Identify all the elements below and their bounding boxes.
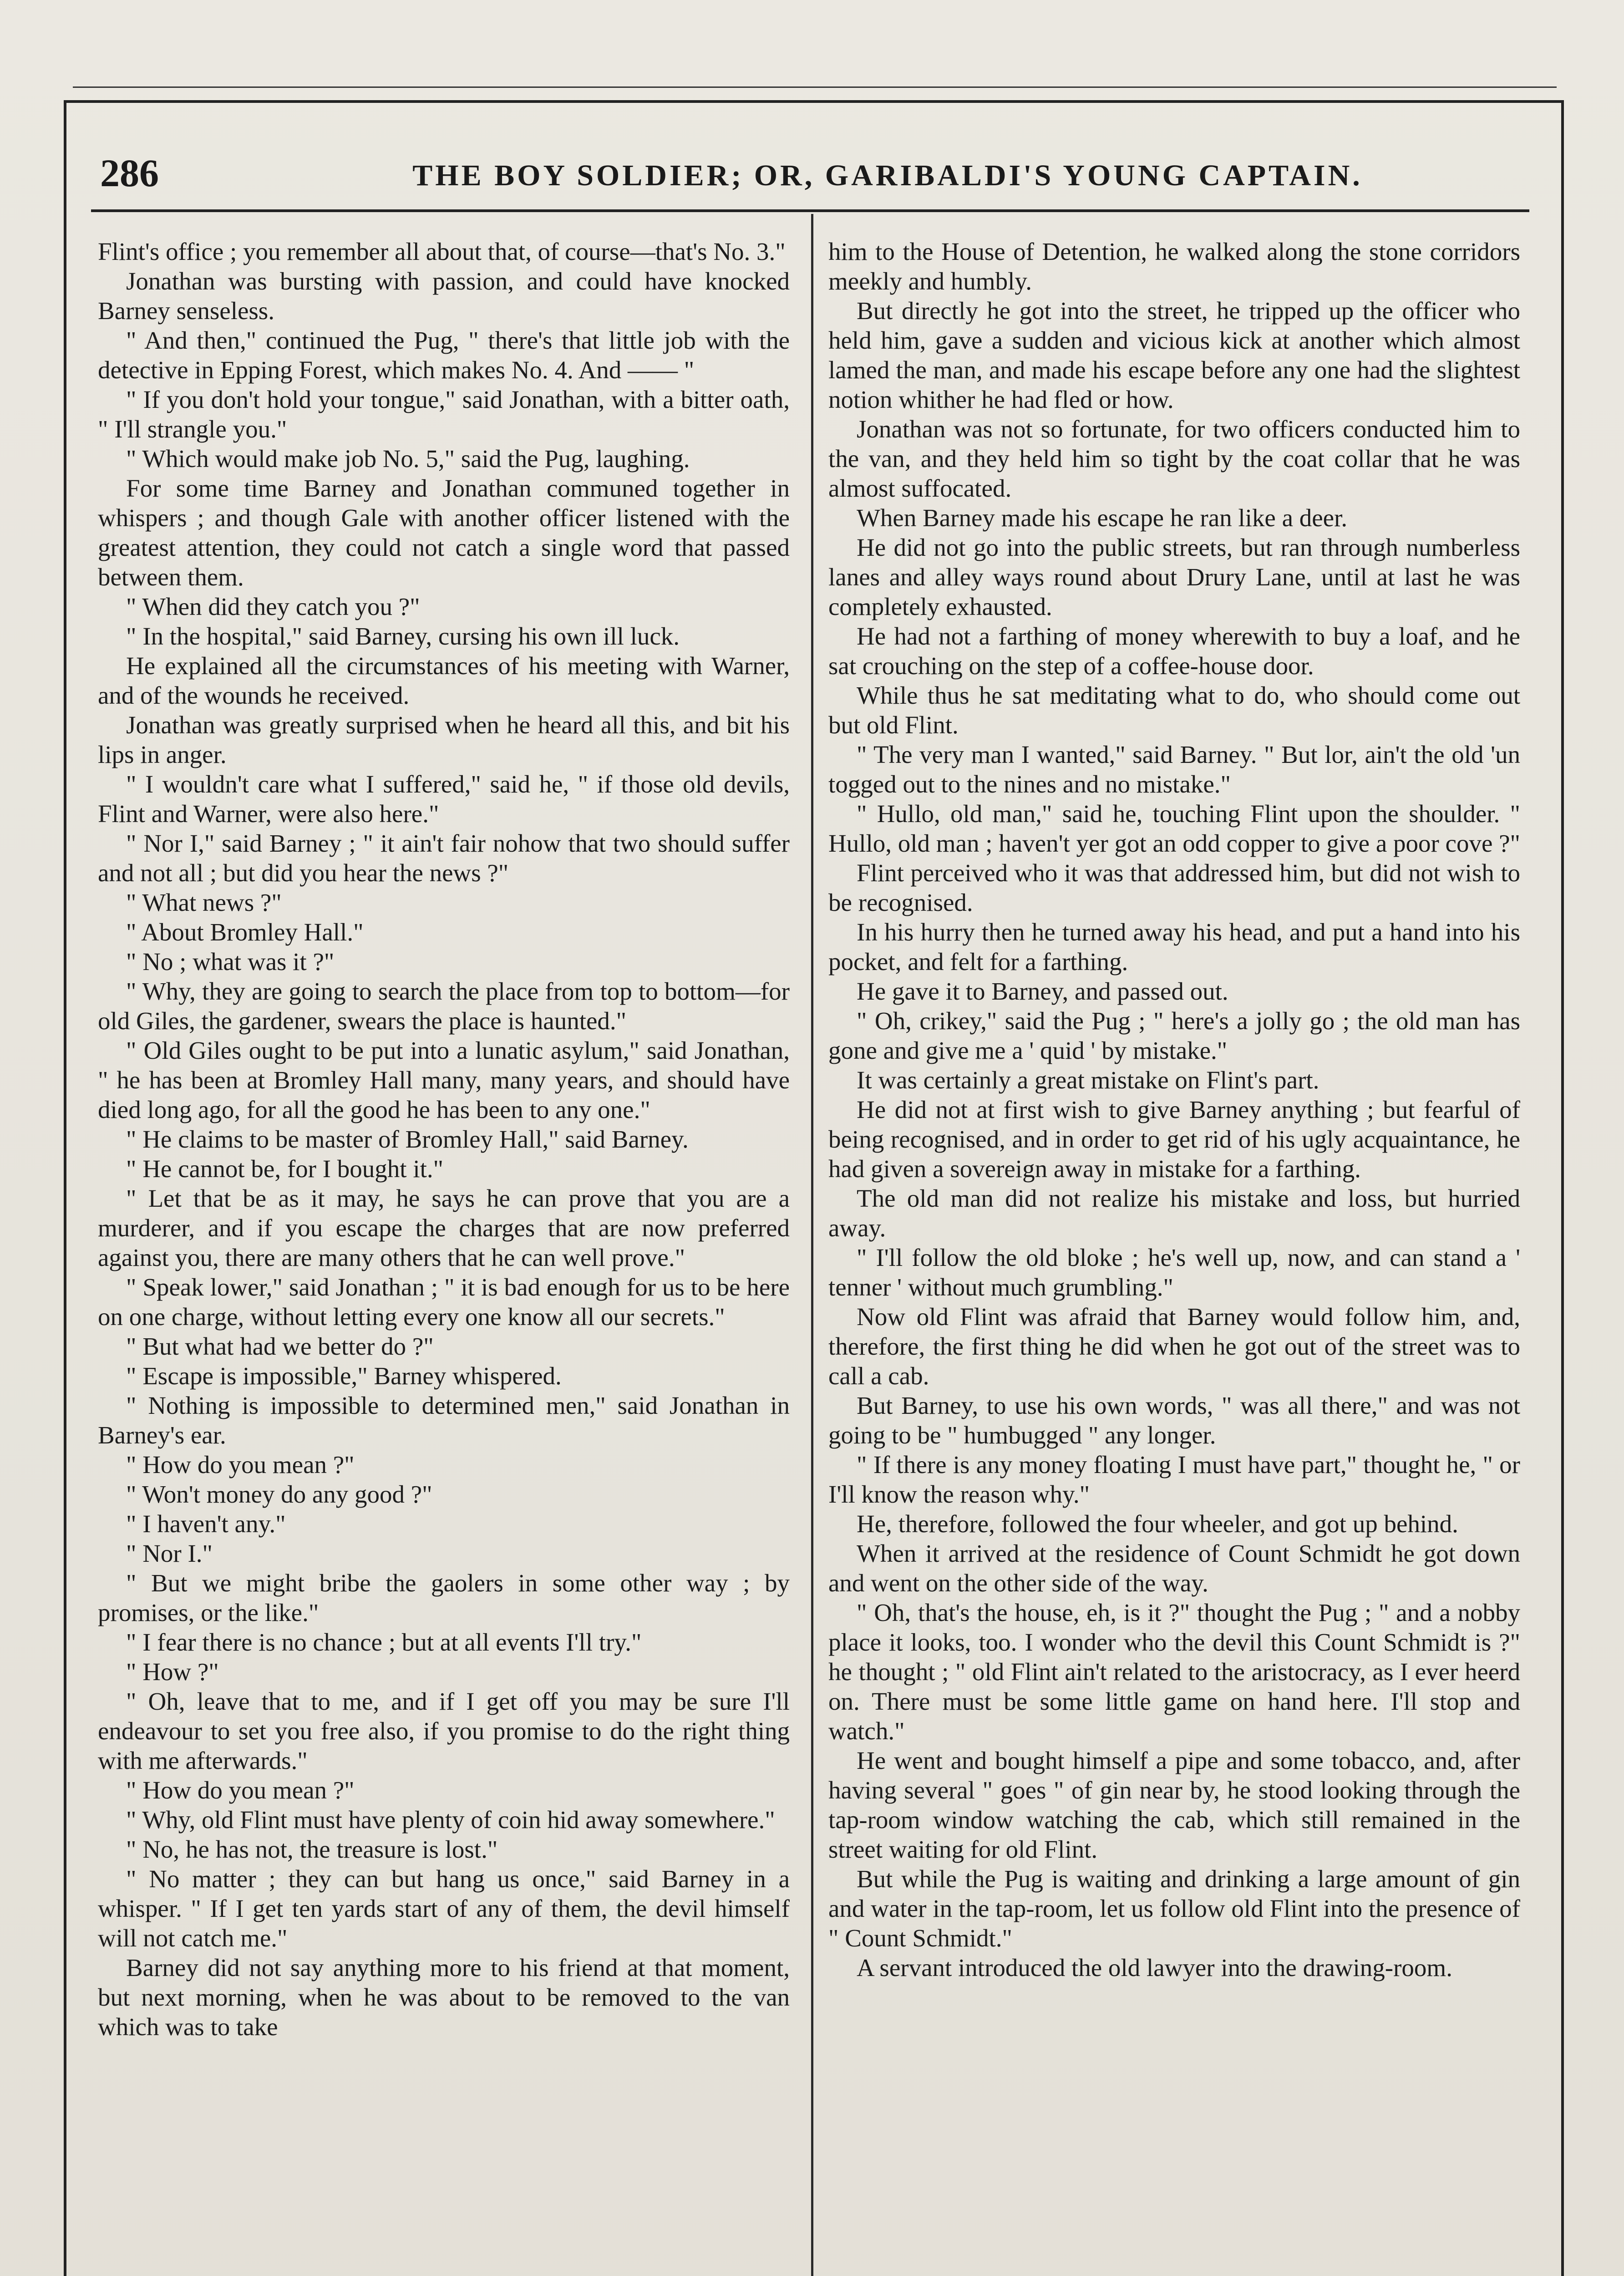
paragraph: " The very man I wanted," said Barney. " But lor, ain't the old 'un togged out to the nines and no mistake." bbox=[828, 741, 1520, 798]
paragraph: He did not at first wish to give Barney anything ; but fearful of being recognised, and in order to get rid of his ugly acquaintance, he had given a sovereign away in mistake for a farthing. bbox=[828, 1096, 1520, 1183]
paragraph: " Old Giles ought to be put into a lunatic asylum," said Jonathan, " he has been at Bromley Hall many, many years, and should have died long ago, for all the good he has been to any one." bbox=[98, 1036, 790, 1123]
page-number: 286 bbox=[100, 151, 159, 195]
paragraph: " I fear there is no chance ; but at all events I'll try." bbox=[126, 1628, 642, 1656]
paragraph: " Escape is impossible," Barney whispered. bbox=[126, 1362, 562, 1390]
paragraph: " I wouldn't care what I suffered," said he, " if those old devils, Flint and Warner, were also here." bbox=[98, 770, 790, 828]
paragraph: The old man did not realize his mistake and loss, but hurried away. bbox=[828, 1184, 1520, 1242]
paragraph: When it arrived at the residence of Count Schmidt he got down and went on the other side of the way. bbox=[828, 1539, 1520, 1597]
paragraph: He had not a farthing of money wherewith to buy a loaf, and he sat crouching on the step of a coffee-house door. bbox=[828, 622, 1520, 680]
paragraph: " Oh, that's the house, eh, is it ?" thought the Pug ; " and a nobby place it looks, too. I wonder who the devil this Count Schmidt is ?" he thought ; " old Flint ain't related to the aristocracy, as I ever heerd on. There must be some little game on hand here. I'll stop and watch." bbox=[828, 1599, 1520, 1745]
paragraph: " In the hospital," said Barney, cursing his own ill luck. bbox=[126, 622, 680, 650]
paragraph: Jonathan was not so fortunate, for two officers conducted him to the van, and they held him so tight by the coat collar that he was almost suffocated. bbox=[828, 415, 1520, 502]
left-text-column bbox=[98, 237, 790, 2042]
running-title: THE BOY SOLDIER; OR, GARIBALDI'S YOUNG CAPTAIN. bbox=[412, 159, 1363, 192]
paragraph: him to the House of Detention, he walked along the stone corridors meekly and humbly. bbox=[828, 238, 1520, 295]
paragraph: " Nor I," said Barney ; " it ain't fair nohow that two should suffer and not all ; but did you hear the news ?" bbox=[98, 829, 790, 887]
paragraph: " Hullo, old man," said he, touching Flint upon the shoulder. " Hullo, old man ; haven't yer got an odd copper to give a poor cove ?" bbox=[828, 800, 1520, 857]
paragraph: " I'll follow the old bloke ; he's well up, now, and can stand a ' tenner ' without much grumbling." bbox=[828, 1244, 1520, 1301]
paragraph: He went and bought himself a pipe and some tobacco, and, after having several " goes " of gin near by, he stood looking through the tap-room window watching the cab, which still remained in the street waiting for old Flint. bbox=[828, 1747, 1520, 1863]
paragraph: " But what had we better do ?" bbox=[126, 1332, 434, 1360]
paragraph: " Won't money do any good ?" bbox=[126, 1480, 432, 1508]
paragraph: " Oh, leave that to me, and if I get off you may be sure I'll endeavour to set you free also, if you promise to do the right thing with me afterwards." bbox=[98, 1687, 790, 1774]
paragraph: " No matter ; they can but hang us once," said Barney in a whisper. " If I get ten yards start of any of them, the devil himself will not catch me." bbox=[98, 1865, 790, 1952]
paragraph: In his hurry then he turned away his head, and put a hand into his pocket, and felt for a farthing. bbox=[828, 918, 1520, 975]
paragraph: " When did they catch you ?" bbox=[126, 593, 420, 620]
paragraph: " Nothing is impossible to determined men," said Jonathan in Barney's ear. bbox=[98, 1392, 790, 1449]
paragraph: " Why, old Flint must have plenty of coin hid away somewhere." bbox=[126, 1806, 775, 1834]
paragraph: " Why, they are going to search the place from top to bottom—for old Giles, the gardener, swears the place is haunted." bbox=[98, 977, 790, 1035]
top-border-rule bbox=[73, 86, 1557, 88]
paragraph: But Barney, to use his own words, " was all there," and was not going to be " humbugged " any longer. bbox=[828, 1392, 1520, 1449]
paragraph: " Oh, crikey," said the Pug ; " here's a jolly go ; the old man has gone and give me a ' quid ' by mistake." bbox=[828, 1007, 1520, 1064]
paragraph: Flint's office ; you remember all about that, of course—that's No. 3." bbox=[98, 238, 786, 265]
paragraph: " If you don't hold your tongue," said Jonathan, with a bitter oath, " I'll strangle you." bbox=[98, 386, 790, 443]
paragraph: " How ?" bbox=[126, 1658, 219, 1686]
paragraph: He gave it to Barney, and passed out. bbox=[857, 977, 1228, 1005]
paragraph: " If there is any money floating I must have part," thought he, " or I'll know the reason why." bbox=[828, 1451, 1520, 1508]
paragraph: He explained all the circumstances of his meeting with Warner, and of the wounds he received. bbox=[98, 652, 790, 709]
paragraph: He did not go into the public streets, but ran through numberless lanes and alley ways round about Drury Lane, until at last he was completely exhausted. bbox=[828, 533, 1520, 620]
paragraph: " But we might bribe the gaolers in some other way ; by promises, or the like." bbox=[98, 1569, 790, 1626]
paragraph: Barney did not say anything more to his friend at that moment, but next morning, when he was about to be removed to the van which was to take bbox=[98, 1954, 790, 2041]
paragraph: Flint perceived who it was that addressed him, but did not wish to be recognised. bbox=[828, 859, 1520, 916]
paragraph: " How do you mean ?" bbox=[126, 1451, 355, 1478]
paragraph: " Nor I." bbox=[126, 1539, 213, 1567]
paragraph: When Barney made his escape he ran like a deer. bbox=[857, 504, 1348, 532]
paragraph: But while the Pug is waiting and drinking a large amount of gin and water in the tap-room, let us follow old Flint into the presence of " Count Schmidt." bbox=[828, 1865, 1520, 1952]
paragraph: A servant introduced the old lawyer into the drawing-room. bbox=[857, 1954, 1452, 1981]
paragraph: He, therefore, followed the four wheeler, and got up behind. bbox=[857, 1510, 1458, 1538]
paragraph: " Which would make job No. 5," said the Pug, laughing. bbox=[126, 445, 690, 472]
paragraph: " Let that be as it may, he says he can prove that you are a murderer, and if you escape the charges that are now preferred against you, there are many others that he can well prove." bbox=[98, 1184, 790, 1271]
paragraph: " He cannot be, for I bought it." bbox=[126, 1155, 444, 1183]
paragraph: " And then," continued the Pug, " there's that little job with the detective in Epping Forest, which makes No. 4. And —— " bbox=[98, 326, 790, 384]
paragraph: " No ; what was it ?" bbox=[126, 948, 335, 975]
paragraph: " No, he has not, the treasure is lost." bbox=[126, 1835, 498, 1863]
paragraph: For some time Barney and Jonathan communed together in whispers ; and though Gale with another officer listened with the greatest attention, they could not catch a single word that passed between them. bbox=[98, 474, 790, 591]
paragraph: Jonathan was greatly surprised when he heard all this, and bit his lips in anger. bbox=[98, 711, 790, 768]
paragraph: " About Bromley Hall." bbox=[126, 918, 364, 946]
paragraph: " He claims to be master of Bromley Hall," said Barney. bbox=[126, 1125, 689, 1153]
paragraph: Jonathan was bursting with passion, and could have knocked Barney senseless. bbox=[98, 267, 790, 325]
header-rule bbox=[91, 209, 1529, 212]
paragraph: " Speak lower," said Jonathan ; " it is bad enough for us to be here on one charge, without letting every one know all our secrets." bbox=[98, 1273, 790, 1331]
paragraph: " How do you mean ?" bbox=[126, 1776, 355, 1804]
paragraph: It was certainly a great mistake on Flint's part. bbox=[857, 1066, 1320, 1094]
paragraph: But directly he got into the street, he tripped up the officer who held him, gave a sudden and vicious kick at another which almost lamed the man, and made his escape before any one had the slightest notion whither he had fled or how. bbox=[828, 297, 1520, 413]
paragraph: While thus he sat meditating what to do, who should come out but old Flint. bbox=[828, 681, 1520, 739]
paragraph: Now old Flint was afraid that Barney would follow him, and, therefore, the first thing he did when he got out of the street was to call a cab. bbox=[828, 1303, 1520, 1390]
paragraph: " I haven't any." bbox=[126, 1510, 286, 1538]
column-divider bbox=[811, 214, 813, 2276]
paragraph: " What news ?" bbox=[126, 889, 282, 916]
right-text-column bbox=[828, 237, 1520, 1982]
